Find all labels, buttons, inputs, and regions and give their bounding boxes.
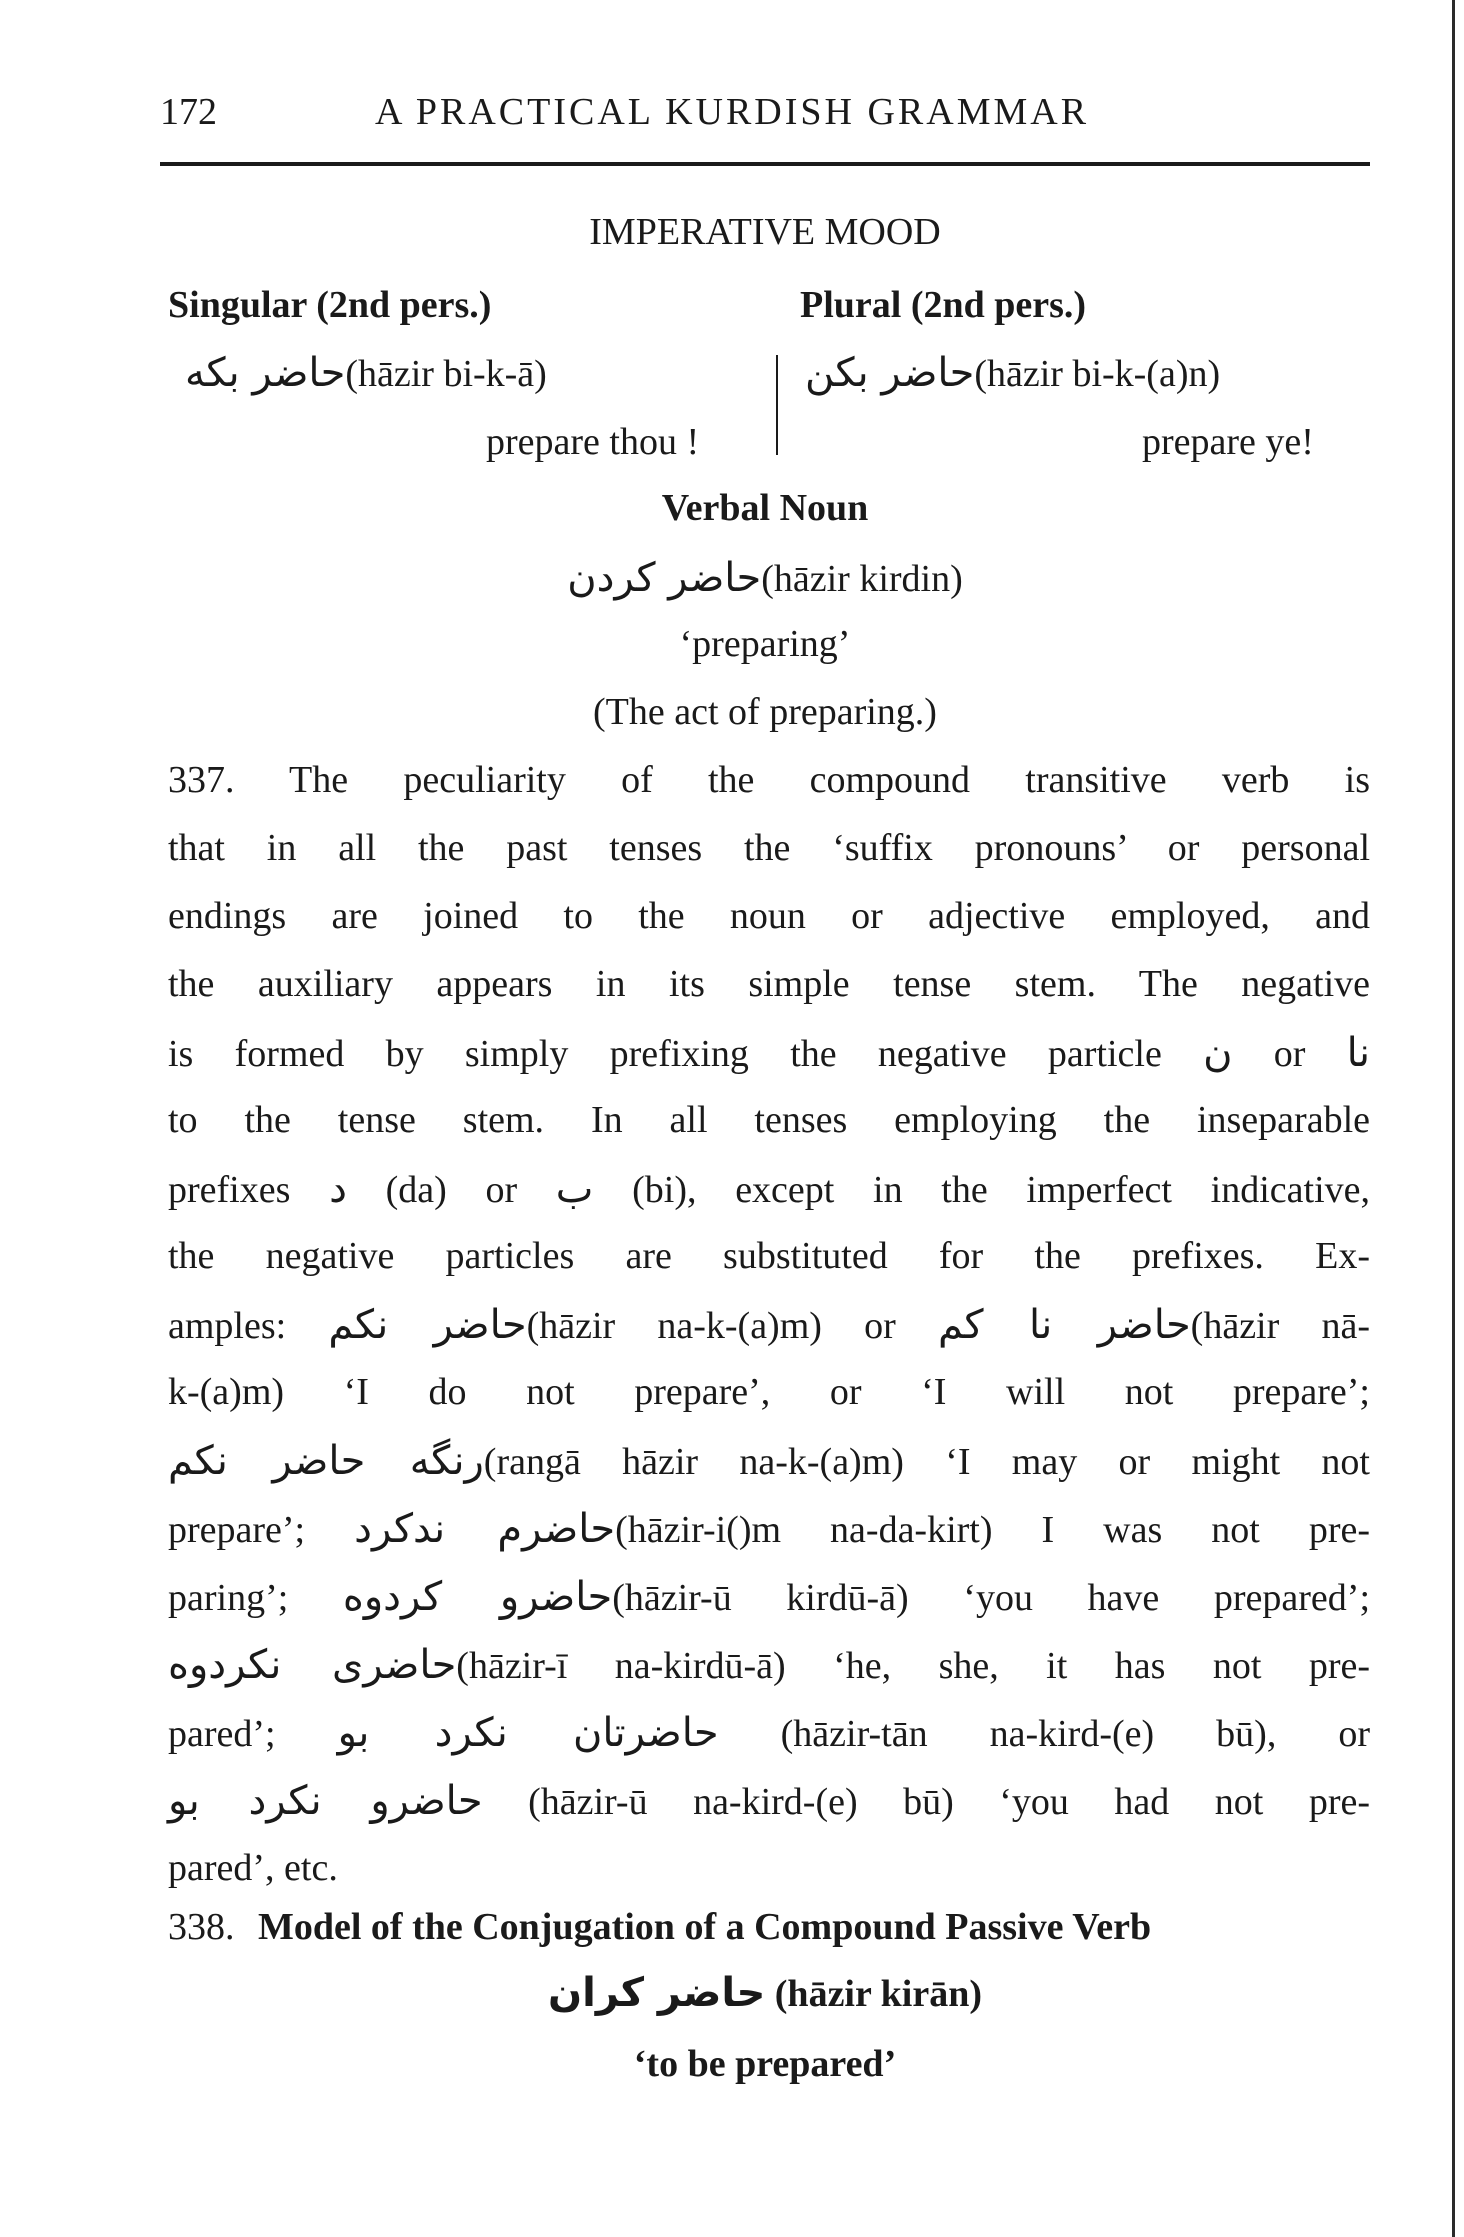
page-number: 172 <box>160 91 217 133</box>
text-line <box>168 894 1370 938</box>
text-run: paring’; <box>168 1577 343 1619</box>
arabic-word: حاضرو نکرد بو <box>168 1778 483 1824</box>
text-line <box>168 1438 1370 1484</box>
text-run: the negative particles are substituted for the prefixes. Ex- <box>168 1235 1370 1277</box>
verbal-noun-translit: (hāzir kirdin) <box>761 558 963 600</box>
text-run: (hāzir-ū na-kird-(e) bū) ‘you had not pre- <box>482 1781 1370 1823</box>
text-line <box>168 1642 1370 1688</box>
paragraph-338-number: 338. <box>168 1906 235 1948</box>
paragraph-338-title: Model of the Conjugation of a Compound Passive Verb <box>258 1906 1152 1948</box>
verbal-noun-heading: Verbal Noun <box>661 487 869 529</box>
arabic-word: نا <box>1346 1030 1370 1076</box>
arabic-word: ن <box>1203 1030 1233 1076</box>
text-run: to the tense stem. In all tenses employing the inseparable <box>168 1099 1370 1141</box>
text-run: (hāzir-ū kirdū-ā) ‘you have prepared’; <box>612 1577 1371 1619</box>
text-run: the auxiliary appears in its simple tense stem. The negative <box>168 963 1370 1005</box>
text-line <box>168 826 1370 870</box>
arabic-word: حاضرو کردوه <box>342 1574 613 1620</box>
text-run: (hāzir-tān na-kird-(e) bū), or <box>718 1713 1370 1755</box>
text-run: prefixes <box>168 1169 330 1211</box>
plural-translit: (hāzir bi-k-(a)n) <box>974 353 1221 395</box>
running-header <box>160 90 1370 140</box>
singular-arabic: حاضر بکه <box>185 350 346 396</box>
text-run: (hāzir-i()m na-da-kirt) I was not pre- <box>615 1509 1371 1551</box>
text-run: k-(a)m) ‘I do not prepare’, or ‘I will not prepare’; <box>168 1371 1370 1413</box>
text-line <box>168 1846 1370 1890</box>
imperative-heading: IMPERATIVE MOOD <box>589 211 941 253</box>
arabic-word: د <box>329 1166 347 1212</box>
singular-form <box>185 350 547 396</box>
text-run: (hāzir nā- <box>1190 1305 1370 1347</box>
plural-arabic: حاضر بکن <box>805 350 975 396</box>
text-run: amples: <box>168 1305 329 1347</box>
text-line <box>168 1710 1370 1756</box>
text-run: prepare’; <box>168 1509 355 1551</box>
text-line <box>168 1574 1370 1620</box>
text-run: that in all the past tenses the ‘suffix pronouns’ or personal <box>168 827 1370 869</box>
text-line <box>168 1370 1370 1414</box>
text-run: endings are joined to the noun or adjective employed, and <box>168 895 1370 937</box>
text-line <box>168 1302 1370 1348</box>
singular-translit: (hāzir bi-k-ā) <box>345 353 547 395</box>
passive-verb-arabic: حاضر کران <box>547 1970 766 2016</box>
arabic-word: حاضری نکردوه <box>168 1642 457 1688</box>
plural-form <box>805 350 1220 396</box>
text-line <box>168 1506 1370 1552</box>
singular-gloss: prepare thou ! <box>486 421 700 463</box>
text-run: 337. The peculiarity of the compound transitive verb is <box>168 759 1370 801</box>
text-line <box>168 1030 1370 1076</box>
text-line <box>168 962 1370 1006</box>
plural-label: Plural (2nd pers.) <box>800 284 1087 326</box>
plural-gloss: prepare ye! <box>1142 421 1314 463</box>
text-run: (bi), except in the imperfect indicative, <box>593 1169 1370 1211</box>
verbal-noun-note: (The act of preparing.) <box>593 691 937 733</box>
arabic-word: حاضر نا کم <box>937 1302 1191 1348</box>
text-run: (hāzir na-k-(a)m) or <box>526 1305 938 1347</box>
passive-verb-gloss: ‘to be prepared’ <box>633 2043 897 2085</box>
verbal-noun-form <box>160 555 1370 601</box>
text-line <box>168 1234 1370 1278</box>
verbal-noun-gloss: ‘preparing’ <box>679 623 851 665</box>
text-line <box>168 1098 1370 1142</box>
header-rule <box>160 162 1370 166</box>
arabic-word: حاضرتان نکرد بو <box>337 1710 719 1756</box>
arabic-word: رنگه حاضر نکم <box>168 1438 484 1484</box>
text-line <box>168 758 1370 802</box>
text-run: (rangā hāzir na-k-(a)m) ‘I may or might not <box>483 1441 1370 1483</box>
page-edge-line <box>1452 0 1455 2237</box>
arabic-word: ب <box>555 1166 594 1212</box>
arabic-word: حاضر نکم <box>328 1302 527 1348</box>
text-run: pared’; <box>168 1713 338 1755</box>
text-line <box>168 1778 1370 1824</box>
text-run: (hāzir-ī na-kirdū-ā) ‘he, she, it has not pre- <box>456 1645 1370 1687</box>
text-run: is formed by simply prefixing the negative particle <box>168 1033 1204 1075</box>
arabic-word: حاضرم ندکرد <box>354 1506 616 1552</box>
paragraph-338-heading <box>168 1905 1151 1949</box>
text-line <box>168 1166 1370 1212</box>
text-run: pared’, etc. <box>168 1847 338 1889</box>
running-title: A PRACTICAL KURDISH GRAMMAR <box>375 91 1090 133</box>
text-run: (da) or <box>346 1169 556 1211</box>
text-run: or <box>1232 1033 1347 1075</box>
passive-verb-form <box>160 1970 1370 2016</box>
singular-label: Singular (2nd pers.) <box>168 284 492 326</box>
column-divider <box>776 355 778 455</box>
verbal-noun-arabic: حاضر کردن <box>567 555 762 601</box>
passive-verb-translit: (hāzir kirān) <box>774 1973 983 2015</box>
